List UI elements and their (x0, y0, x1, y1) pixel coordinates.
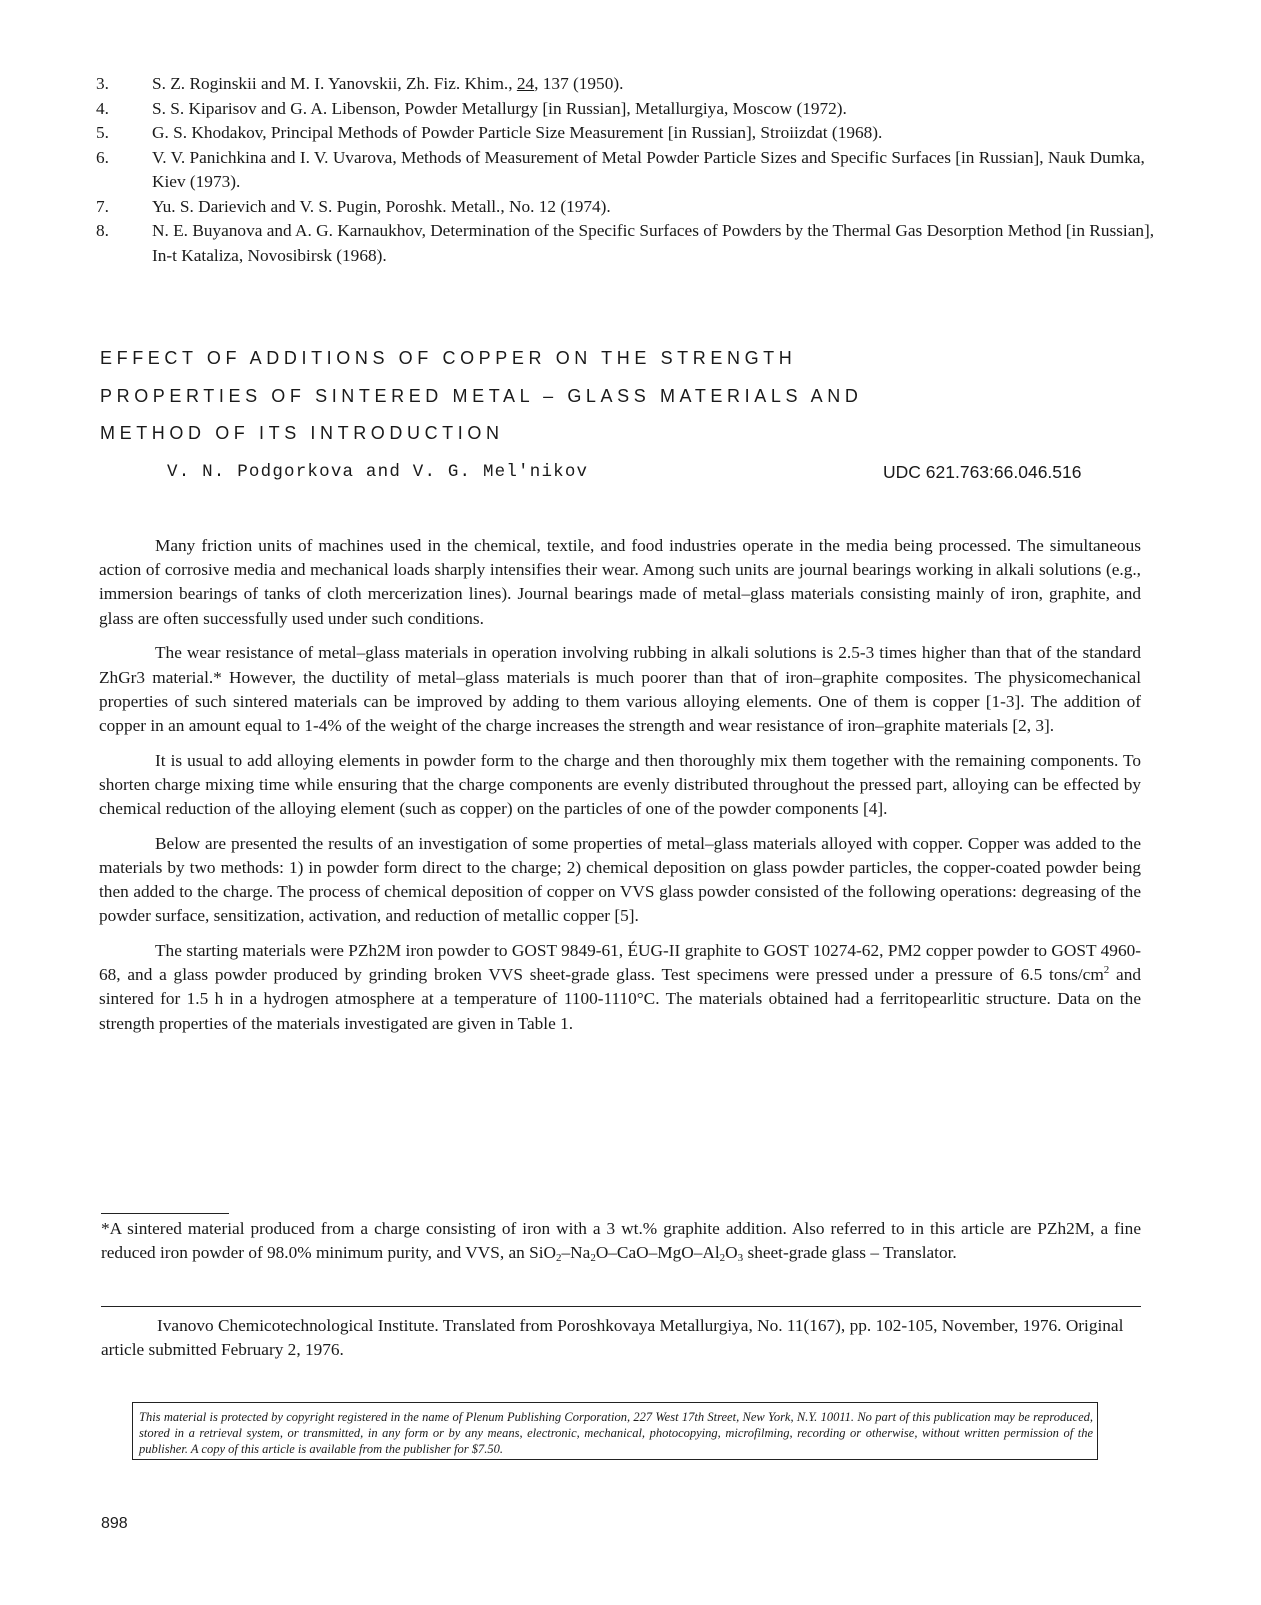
article-body (99, 534, 1141, 1046)
reference-item (96, 219, 1176, 268)
reference-item (96, 146, 1176, 195)
article-title (100, 340, 1000, 453)
title-line: PROPERTIES OF SINTERED METAL – GLASS MATERIALS AND (100, 385, 863, 406)
title-line: EFFECT OF ADDITIONS OF COPPER ON THE STRENGTH (100, 348, 797, 368)
body-paragraph: Many friction units of machines used in the chemical, textile, and food industries operate in the media being processed. The simultaneous action of corrosive media and mechanical loads sharply intensifies their wear. Among such units are journal bearings working in alkali solutions (e.g., immersion bearings of tanks of cloth mercerization lines). Journal bearings made of metal–glass materials consisting mainly of iron, graphite, and glass are often successfully used under such conditions. (99, 536, 1141, 628)
reference-number: 4. (96, 98, 109, 118)
article-authors: V. N. Podgorkova and V. G. Mel'nikov (167, 462, 589, 482)
body-paragraph: The starting materials were PZh2M iron powder to GOST 9849-61, ÉUG-II graphite to GOST 10274-62, PM2 copper powder to GOST 4960-68, and a glass powder produced by grinding broken VVS sheet-grade glass. Test specimens were pressed under a pressure of 6.5 tons/$cm^2$ and sintered for 1.5 h in a hydrogen atmosphere at a temperature of 1100-1110°C. The materials obtained had a ferritopearlitic structure. Data on the strength properties of the materials investigated are given in Table 1. (99, 941, 1141, 1033)
reference-text: G. S. Khodakov, Principal Methods of Powder Particle Size Measurement [in Russian], Stroiizdat (1968). (152, 123, 883, 142)
reference-item (96, 72, 1176, 97)
footnote-divider (101, 1213, 229, 1214)
reference-item (96, 121, 1176, 146)
body-paragraph: Below are presented the results of an investigation of some properties of metal–glass materials alloyed with copper. Copper was added to the materials by two methods: 1) in powder form direct to the charge; 2) chemical deposition on glass powder particles, the copper-coated powder being then added to the charge. The process of chemical deposition of copper on VVS glass powder consisted of the following operations: degreasing of the powder surface, sensitization, activation, and reduction of metallic copper [5]. (99, 833, 1141, 926)
reference-number: 7. (96, 196, 109, 216)
reference-number: 5. (96, 123, 109, 142)
footnote: *A sintered material produced from a charge consisting of iron with a 3 wt.% graphite addition. Also referred to in this article are PZh2M, a fine reduced iron powder of 98.0% minimum purity, and VVS, an $SiO_2-Na_2O-CaO-MgO-Al_2O_3$ sheet-grade glass – Translator. (101, 1219, 1141, 1264)
reference-text: N. E. Buyanova and A. G. Karnaukhov, Determination of the Specific Surfaces of Powders by the Thermal Gas Desorption Method [in Russian], In-t Kataliza, Novosibirsk (1968). (152, 221, 1155, 265)
reference-number: 3. (96, 74, 109, 93)
affiliation-note: Ivanovo Chemicotechnological Institute. Translated from Poroshkovaya Metallurgiya, No. 11(167), pp. 102-105, November, 1976. Original article submitted February 2, 1976. (101, 1316, 1124, 1359)
udc-code: UDC 621.763:66.046.516 (883, 462, 1082, 482)
title-line: METHOD OF ITS INTRODUCTION (100, 423, 504, 443)
reference-item (96, 97, 1176, 122)
reference-number: 6. (96, 147, 109, 167)
copyright-notice: This material is protected by copyright registered in the name of Plenum Publishing Corporation, 227 West 17th Street, New York, N.Y. 10011. No part of this publication may be reproduced, stored in a retrieval system, or transmitted, in any form or by any means, electronic, mechanical, photocopying, microfilming, recording or otherwise, without written permission of the publisher. A copy of this article is available from the publisher for $7.50. (132, 1402, 1098, 1460)
reference-text: S. Z. Roginskii and M. I. Yanovskii, Zh. Fiz. Khim., 24, 137 (1950). (152, 74, 624, 93)
reference-text: V. V. Panichkina and I. V. Uvarova, Methods of Measurement of Metal Powder Particle Sizes and Specific Surfaces [in Russian], Nauk Dumka, Kiev (1973). (152, 147, 1145, 191)
reference-number: 8. (96, 221, 109, 240)
reference-text: Yu. S. Darievich and V. S. Pugin, Poroshk. Metall., No. 12 (1974). (152, 196, 611, 216)
page-number: 898 (101, 1515, 128, 1532)
reference-list (96, 72, 1176, 268)
volume-number: 24 (516, 74, 535, 93)
body-paragraph: It is usual to add alloying elements in powder form to the charge and then thoroughly mix them together with the remaining components. To shorten charge mixing time while ensuring that the charge components are evenly distributed throughout the pressed part, alloying can be effected by chemical reduction of the alloying element (such as copper) on the particles of one of the powder components [4]. (99, 750, 1141, 819)
reference-text: S. S. Kiparisov and G. A. Libenson, Powder Metallurgy [in Russian], Metallurgiya, Moscow (1972). (152, 98, 847, 118)
reference-item (96, 195, 1176, 220)
body-paragraph: The wear resistance of metal–glass materials in operation involving rubbing in alkali solutions is 2.5-3 times higher than that of the standard ZhGr3 material.* However, the ductility of metal–glass materials is much poorer than that of iron–graphite composites. The physicomechanical properties of such sintered materials can be improved by adding to them various alloying elements. One of them is copper [1-3]. The addition of copper in an amount equal to 1-4% of the weight of the charge increases the strength and wear resistance of iron–graphite materials [2, 3]. (99, 643, 1141, 735)
affiliation-divider (101, 1306, 1141, 1307)
